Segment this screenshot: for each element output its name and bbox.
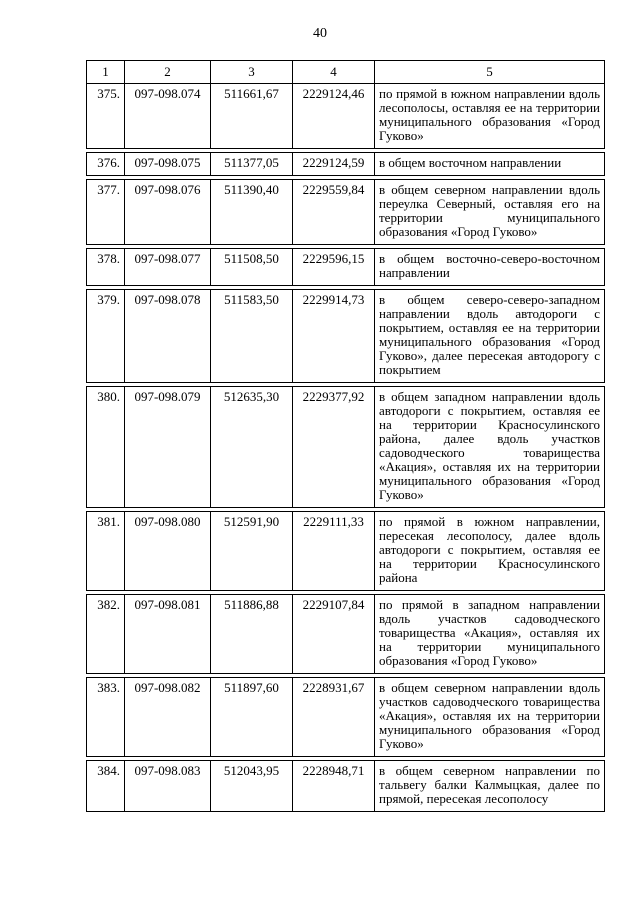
point-code: 097-098.082 [125, 678, 211, 757]
boundary-description: в общем восточном направлении [375, 153, 605, 176]
point-code: 097-098.075 [125, 153, 211, 176]
table-row [87, 290, 605, 383]
boundary-description: в общем северо-северо-западном направлении вдоль автодороги с покрытием, оставляя ее на территории муниципального образования «Город Гуково», далее пересекая автодорогу с покрытием [375, 290, 605, 383]
row-number: 376. [87, 153, 125, 176]
coordinate-y: 2229124,59 [293, 153, 375, 176]
row-number: 378. [87, 249, 125, 286]
boundary-description: по прямой в западном направлении вдоль участков садоводческого товарищества «Акация», оставляя их на территории муниципального образования «Город Гуково» [375, 595, 605, 674]
point-code: 097-098.080 [125, 512, 211, 591]
point-code: 097-098.078 [125, 290, 211, 383]
table-header-row [87, 61, 605, 84]
coordinate-y: 2229124,46 [293, 84, 375, 149]
row-number: 377. [87, 180, 125, 245]
table-row [87, 180, 605, 245]
point-code: 097-098.081 [125, 595, 211, 674]
coordinate-x: 512591,90 [211, 512, 293, 591]
table-row [87, 84, 605, 149]
point-code: 097-098.076 [125, 180, 211, 245]
point-code: 097-098.079 [125, 387, 211, 508]
column-header-1: 1 [87, 61, 125, 84]
coordinate-y: 2228931,67 [293, 678, 375, 757]
point-code: 097-098.083 [125, 761, 211, 812]
table-row [87, 595, 605, 674]
coordinate-y: 2229377,92 [293, 387, 375, 508]
point-code: 097-098.077 [125, 249, 211, 286]
row-number: 380. [87, 387, 125, 508]
table-row [87, 761, 605, 812]
boundary-description: по прямой в южном направлении вдоль лесополосы, оставляя ее на территории муниципального образования «Город Гуково» [375, 84, 605, 149]
column-header-2: 2 [125, 61, 211, 84]
row-number: 375. [87, 84, 125, 149]
boundary-points-table [86, 60, 605, 812]
table-row [87, 153, 605, 176]
page-number: 40 [313, 26, 327, 41]
boundary-description: в общем северном направлении вдоль переулка Северный, оставляя его на территории муниципального образования «Город Гуково» [375, 180, 605, 245]
column-header-4: 4 [293, 61, 375, 84]
coordinate-y: 2229559,84 [293, 180, 375, 245]
boundary-description: по прямой в южном направлении, пересекая лесополосу, далее вдоль автодороги с покрытием, оставляя ее на территории Красносулинского района [375, 512, 605, 591]
boundary-description: в общем северном направлении по тальвегу балки Калмыцкая, далее по прямой, пересекая лесополосу [375, 761, 605, 812]
coordinate-y: 2228948,71 [293, 761, 375, 812]
table-row [87, 387, 605, 508]
coordinate-x: 512043,95 [211, 761, 293, 812]
coordinate-y: 2229596,15 [293, 249, 375, 286]
row-number: 382. [87, 595, 125, 674]
coordinate-x: 511508,50 [211, 249, 293, 286]
coordinate-x: 511886,88 [211, 595, 293, 674]
coordinate-x: 511377,05 [211, 153, 293, 176]
coordinate-x: 511583,50 [211, 290, 293, 383]
table-row [87, 678, 605, 757]
boundary-description: в общем западном направлении вдоль автодороги с покрытием, оставляя ее на территории Красносулинского района, далее вдоль участков садоводческого товарищества «Акация», оставляя их на территории муниципального образования «Город Гуково» [375, 387, 605, 508]
boundary-description: в общем восточно-северо-восточном направлении [375, 249, 605, 286]
table-row [87, 512, 605, 591]
table-body [87, 84, 605, 812]
coordinate-y: 2229111,33 [293, 512, 375, 591]
coordinate-x: 511390,40 [211, 180, 293, 245]
coordinate-x: 511897,60 [211, 678, 293, 757]
coordinate-x: 511661,67 [211, 84, 293, 149]
column-header-3: 3 [211, 61, 293, 84]
point-code: 097-098.074 [125, 84, 211, 149]
coordinate-x: 512635,30 [211, 387, 293, 508]
table-row [87, 249, 605, 286]
boundary-description: в общем северном направлении вдоль участков садоводческого товарищества «Акация», оставляя их на территории муниципального образования «Город Гуково» [375, 678, 605, 757]
row-number: 384. [87, 761, 125, 812]
coordinate-y: 2229914,73 [293, 290, 375, 383]
row-number: 381. [87, 512, 125, 591]
row-number: 383. [87, 678, 125, 757]
row-number: 379. [87, 290, 125, 383]
column-header-5: 5 [375, 61, 605, 84]
coordinate-y: 2229107,84 [293, 595, 375, 674]
